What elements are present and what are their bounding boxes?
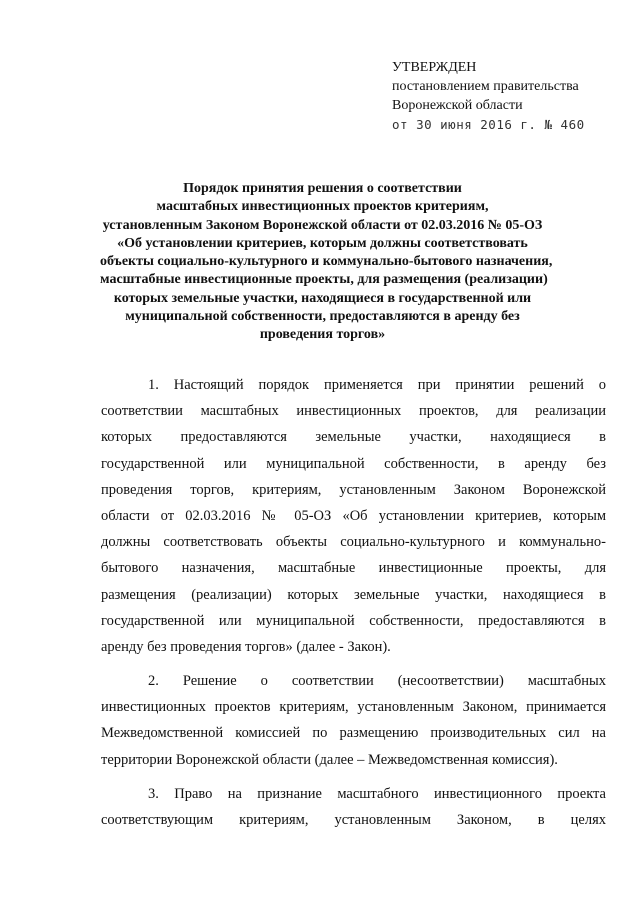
paragraph-line: Межведомственной комиссией по размещению производительных сил на (101, 725, 606, 742)
paragraph-line: территории Воронежской области (далее – Межведомственная комиссия). (101, 751, 558, 768)
document-title (100, 180, 553, 345)
paragraph-line: размещения (реализации) которых земельные участки, находящиеся в (101, 586, 606, 603)
paragraph-line: области от 02.03.2016 № 05-ОЗ «Об установлении критериев, которым (101, 507, 606, 524)
paragraph-line: 2. Решение о соответствии (несоответствии) масштабных (148, 673, 606, 690)
paragraph-line: инвестиционных проектов критериям, установленным Законом, принимается (101, 699, 606, 716)
paragraph-line: 1. Настоящий порядок применяется при принятии решений о (148, 377, 606, 393)
title-line: установленным Законом Воронежской области от 02.03.2016 № 05-ОЗ (102, 217, 543, 233)
approval-title: УТВЕРЖДЕН (392, 60, 477, 75)
title-line: Порядок принятия решения о соответствии (183, 181, 462, 196)
document-body (101, 372, 606, 833)
title-line: масштабные инвестиционные проекты, для размещения (реализации) (100, 272, 548, 288)
paragraph-1 (101, 372, 606, 660)
approval-line-1: постановлением правительства (392, 79, 579, 94)
paragraph-line: бытового назначения, масштабные инвестиционные проекты, для (101, 560, 606, 577)
title-line: объекты социально-культурного и коммунально-бытового назначения, (100, 254, 553, 270)
title-line: муниципальной собственности, предоставляются в аренду без (125, 309, 520, 325)
title-line: которых земельные участки, находящиеся в государственной или (113, 290, 532, 306)
paragraph-line: которых предоставляются земельные участки, находящиеся в (101, 429, 606, 446)
paragraph-2 (101, 668, 606, 773)
paragraph-line: проведения торгов, критериям, установленным Законом Воронежской (101, 481, 606, 498)
paragraph-line: соответствующим критериям, установленным Законом, в целях (101, 812, 606, 828)
title-line: «Об установлении критериев, которым должны соответствовать (117, 235, 528, 251)
paragraph-line: аренду без проведения торгов» (далее - Закон). (101, 638, 391, 655)
paragraph-line: государственной или муниципальной собственности, в аренду без (101, 455, 606, 472)
title-line: масштабных инвестиционных проектов критериям, (156, 199, 489, 215)
title-line: проведения торгов» (259, 327, 386, 343)
approval-line-2: Воронежской области (392, 98, 523, 113)
paragraph-3 (101, 781, 606, 833)
paragraph-line: должны соответствовать объекты социально-культурного и коммунально- (101, 534, 606, 551)
paragraph-line: государственной или муниципальной собственности, предоставляются в (101, 612, 606, 629)
paragraph-line: соответствии масштабных инвестиционных проектов, для реализации (101, 403, 606, 420)
approval-block (392, 58, 622, 134)
paragraph-line: 3. Право на признание масштабного инвестиционного проекта (148, 785, 606, 802)
approval-date-stamp: от 30 июня 2016 г. № 460 (392, 117, 585, 132)
